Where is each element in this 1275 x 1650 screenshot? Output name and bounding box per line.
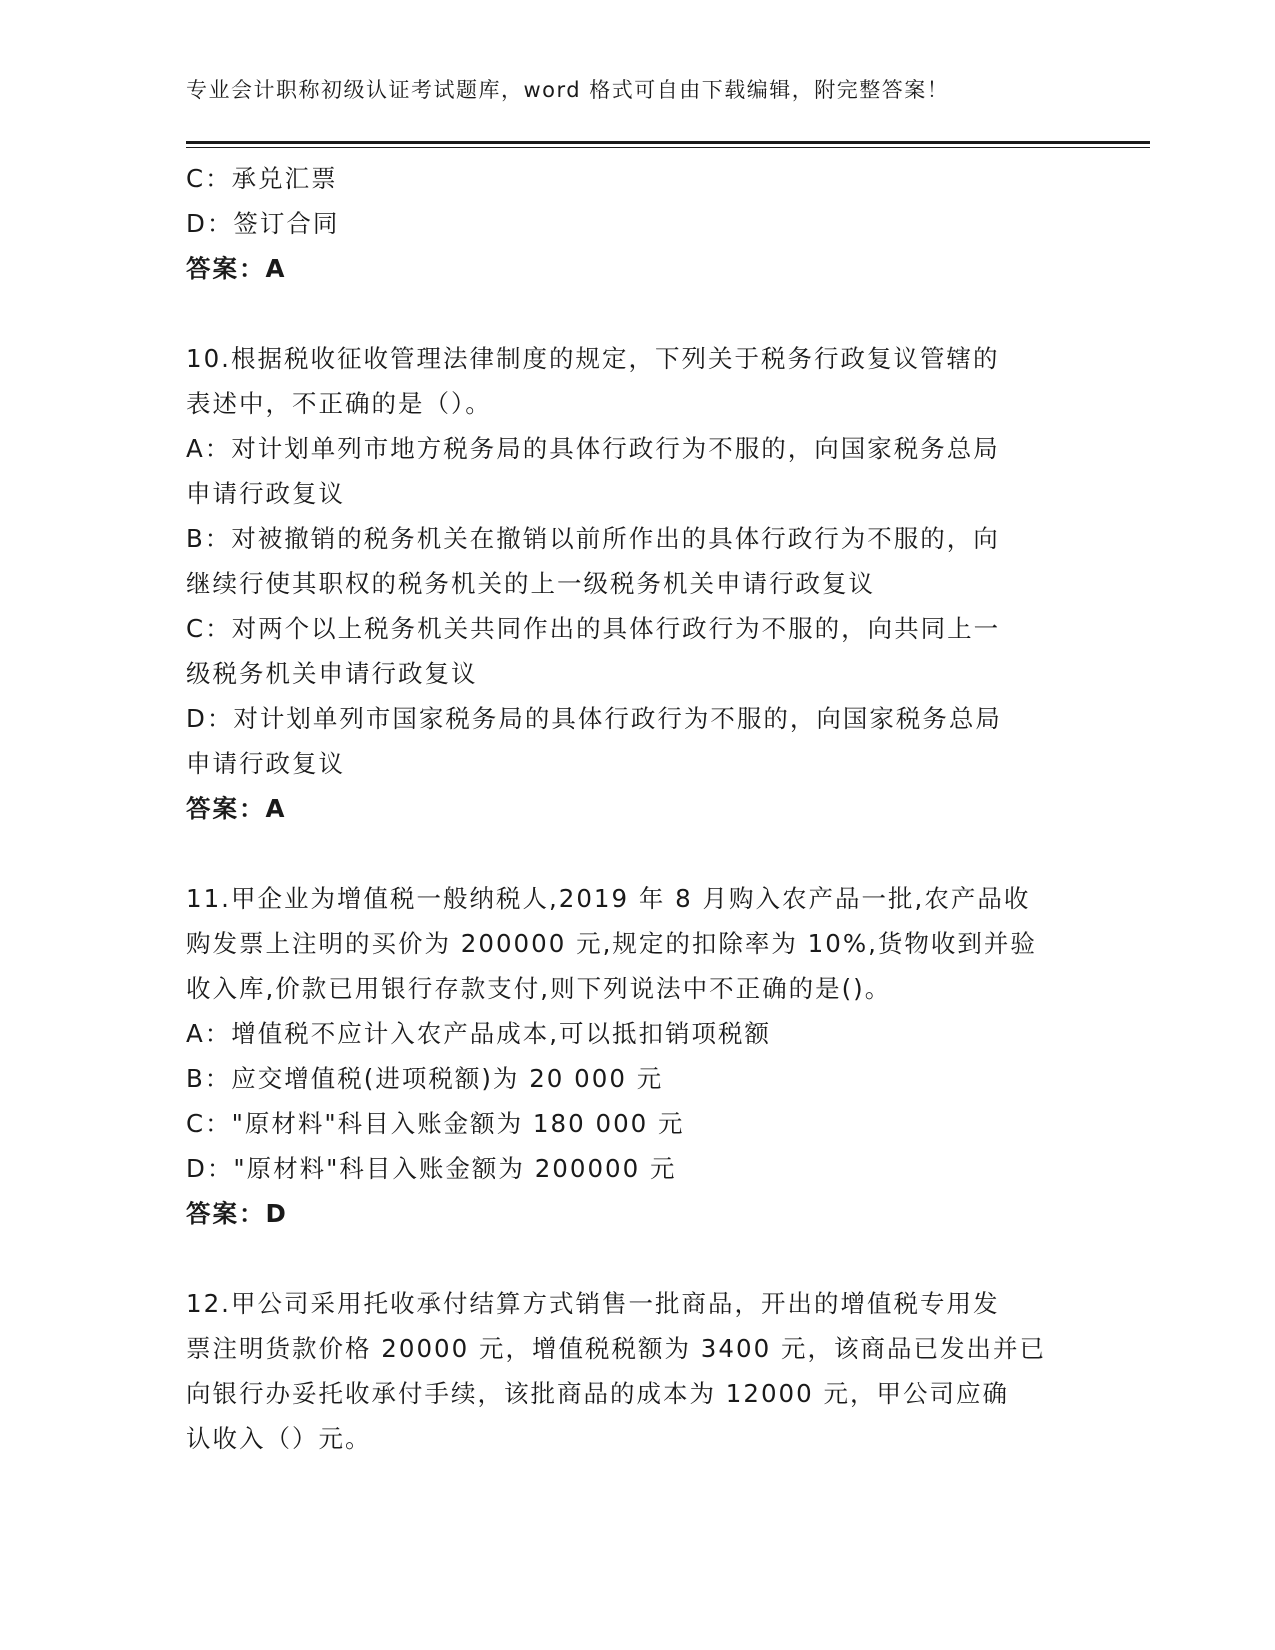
header-rule-thin bbox=[186, 147, 1150, 148]
option-c: C：对两个以上税务机关共同作出的具体行政行为不服的，向共同上一 bbox=[186, 614, 1001, 643]
question-stem-line: 向银行办妥托收承付手续，该批商品的成本为 12000 元，甲公司应确 bbox=[186, 1379, 1010, 1408]
prev-question-block bbox=[186, 156, 1086, 291]
option-d: D：签订合同 bbox=[186, 209, 340, 238]
question-stem-line: 表述中，不正确的是（）。 bbox=[186, 389, 492, 418]
answer-line: 答案：D bbox=[186, 1199, 288, 1228]
option-b-cont: 继续行使其职权的税务机关的上一级税务机关申请行政复议 bbox=[186, 569, 875, 598]
question-stem-line: 11.甲企业为增值税一般纳税人,2019 年 8 月购入农产品一批,农产品收 bbox=[186, 884, 1031, 913]
answer-line: 答案：A bbox=[186, 794, 287, 823]
question-stem-line: 10.根据税收征收管理法律制度的规定，下列关于税务行政复议管辖的 bbox=[186, 344, 1000, 373]
question-12 bbox=[186, 1281, 1086, 1461]
option-c: C："原材料"科目入账金额为 180 000 元 bbox=[186, 1109, 685, 1138]
spacer bbox=[186, 291, 1086, 336]
option-a: A：增值税不应计入农产品成本,可以抵扣销项税额 bbox=[186, 1019, 772, 1048]
spacer bbox=[186, 1236, 1086, 1281]
option-d: D：对计划单列市国家税务局的具体行政行为不服的，向国家税务总局 bbox=[186, 704, 1002, 733]
document-body bbox=[186, 156, 1086, 1461]
option-b: B：应交增值税(进项税额)为 20 000 元 bbox=[186, 1064, 664, 1093]
option-d-cont: 申请行政复议 bbox=[186, 749, 345, 778]
question-10 bbox=[186, 336, 1086, 831]
question-stem-line: 12.甲公司采用托收承付结算方式销售一批商品，开出的增值税专用发 bbox=[186, 1289, 1000, 1318]
question-stem-line: 收入库,价款已用银行存款支付,则下列说法中不正确的是()。 bbox=[186, 974, 892, 1003]
page-header: 专业会计职称初级认证考试题库，word 格式可自由下载编辑，附完整答案！ bbox=[186, 78, 950, 102]
spacer bbox=[186, 831, 1086, 876]
option-a-cont: 申请行政复议 bbox=[186, 479, 345, 508]
question-stem-line: 认收入（）元。 bbox=[186, 1424, 372, 1453]
answer-line: 答案：A bbox=[186, 254, 287, 283]
option-c-cont: 级税务机关申请行政复议 bbox=[186, 659, 478, 688]
question-11 bbox=[186, 876, 1086, 1236]
option-b: B：对被撤销的税务机关在撤销以前所作出的具体行政行为不服的，向 bbox=[186, 524, 1000, 553]
option-c: C：承兑汇票 bbox=[186, 164, 338, 193]
question-stem-line: 票注明货款价格 20000 元，增值税税额为 3400 元，该商品已发出并已 bbox=[186, 1334, 1046, 1363]
option-a: A：对计划单列市地方税务局的具体行政行为不服的，向国家税务总局 bbox=[186, 434, 1000, 463]
option-d: D："原材料"科目入账金额为 200000 元 bbox=[186, 1154, 677, 1183]
header-rule-thick bbox=[186, 141, 1150, 144]
question-stem-line: 购发票上注明的买价为 200000 元,规定的扣除率为 10%,货物收到并验 bbox=[186, 929, 1037, 958]
